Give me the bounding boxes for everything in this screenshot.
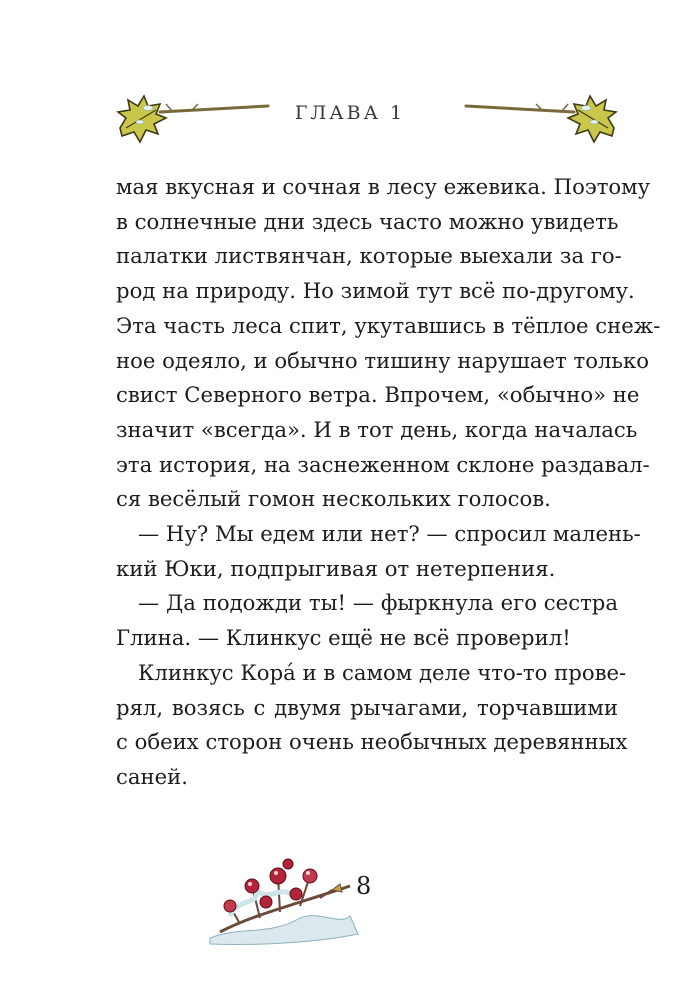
text-line: значит «всегда». И в тот день, когда началась <box>116 416 638 442</box>
text-line: с обеих сторон очень необычных деревянных <box>116 729 628 755</box>
text-line: — Да подожди ты! — фыркнула его сестра <box>138 590 618 616</box>
text-line: эта история, на заснеженном склоне раздавал- <box>116 451 650 477</box>
page-number: 8 <box>356 872 372 900</box>
text-line: саней. <box>116 763 189 789</box>
text-line: кий Юки, подпрыгивая от нетерпения. <box>116 555 556 581</box>
text-line: палатки листвянчан, которые выехали за го- <box>116 243 622 269</box>
text-line: Эта часть леса спит, укутавшись в тёплое снеж- <box>116 312 661 338</box>
text-line: род на природу. Но зимой тут всё по-другому. <box>116 278 635 304</box>
text-line: ное одеяло, и обычно тишину нарушает только <box>116 347 649 373</box>
text-line: — Ну? Мы едем или нет? — спросил малень- <box>138 521 641 547</box>
holly-branch-right-icon <box>462 92 622 148</box>
text-line: Глина. — Клинкус ещё не всё проверил! <box>116 625 571 651</box>
text-line: в солнечные дни здесь часто можно увидеть <box>116 208 619 234</box>
chapter-title: ГЛАВА 1 <box>294 102 406 124</box>
text-line: Клинкус Кора́ и в самом деле что-то прове- <box>138 659 627 685</box>
holly-branch-left-icon <box>112 92 272 148</box>
text-line: ся весёлый гомон нескольких голосов. <box>116 486 551 512</box>
text-line: рял, возясь с двумя рычагами, торчавшими <box>116 694 618 720</box>
chapter-header <box>0 92 698 152</box>
frosted-berries-icon <box>200 846 360 946</box>
text-line: свист Северного ветра. Впрочем, «обычно» не <box>116 382 640 408</box>
body-text <box>116 170 661 795</box>
text-line: мая вкусная и сочная в лесу ежевика. Поэтому <box>116 174 651 199</box>
